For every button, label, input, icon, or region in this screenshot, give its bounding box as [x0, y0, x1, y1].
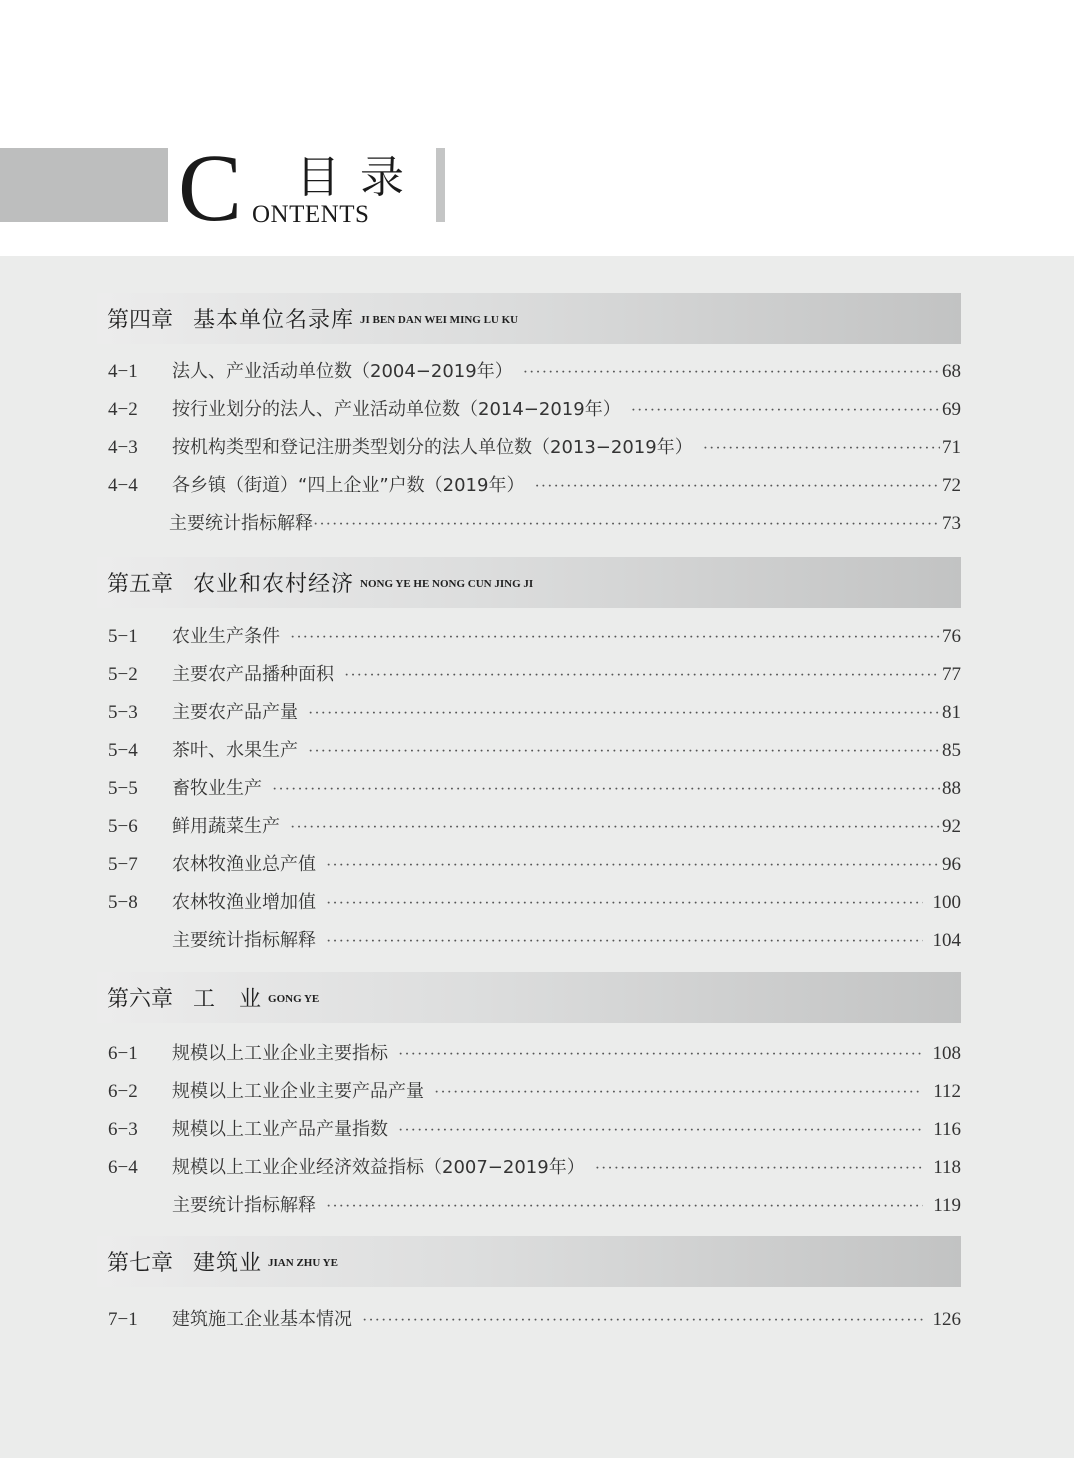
- title-divider: [436, 148, 445, 222]
- entry-title: 按行业划分的法人、产业活动单位数（2014−2019年）: [172, 399, 621, 420]
- dot-leader: [326, 929, 923, 955]
- toc-entry[interactable]: [108, 1041, 961, 1067]
- toc-entry[interactable]: [108, 1193, 961, 1219]
- dot-leader: [362, 1308, 923, 1334]
- toc-entry[interactable]: [108, 738, 961, 764]
- dot-leader: [398, 1118, 923, 1144]
- dot-leader: [703, 436, 940, 462]
- dot-leader: [290, 815, 940, 841]
- entry-title: 茶叶、水果生产: [172, 740, 298, 761]
- entry-title: 法人、产业活动单位数（2004−2019年）: [172, 361, 513, 382]
- entry-title: 主要统计指标解释: [172, 1195, 316, 1216]
- toc-entry[interactable]: [108, 890, 961, 916]
- entry-number: 5−1: [108, 626, 138, 647]
- contents-title-en: ONTENTS: [252, 201, 370, 228]
- entry-page: 96: [942, 854, 961, 875]
- dot-leader: [272, 777, 940, 803]
- entry-page: 69: [942, 399, 961, 420]
- entry-number: 5−8: [108, 892, 138, 913]
- entry-page: 73: [942, 513, 961, 534]
- toc-entry[interactable]: [108, 700, 961, 726]
- chapter-header: [97, 557, 961, 608]
- header-gray-bar: [0, 148, 168, 222]
- entry-title: 规模以上工业企业主要指标: [172, 1043, 388, 1064]
- toc-entry[interactable]: [108, 814, 961, 840]
- toc-entry[interactable]: [108, 1307, 961, 1333]
- dot-leader: [326, 853, 940, 879]
- toc-entry[interactable]: [108, 1155, 961, 1181]
- entry-page: 108: [932, 1043, 961, 1064]
- entry-title: 主要农产品产量: [172, 702, 298, 723]
- entry-number: 5−2: [108, 664, 138, 685]
- entry-number: 6−1: [108, 1043, 138, 1064]
- entry-title: 鲜用蔬菜生产: [172, 816, 280, 837]
- dot-leader: [631, 398, 940, 424]
- entry-number: 5−7: [108, 854, 138, 875]
- page-header: [0, 0, 1074, 256]
- chapter-title: 工 业: [193, 987, 263, 1012]
- chapter-title-pinyin: JIAN ZHU YE: [268, 1256, 338, 1269]
- chapter-header: [97, 1236, 961, 1287]
- entry-number: 4−3: [108, 437, 138, 458]
- chapter-title: 农业和农村经济: [193, 572, 355, 597]
- toc-entry[interactable]: [108, 776, 961, 802]
- toc-entry[interactable]: [108, 473, 961, 499]
- entry-page: 85: [942, 740, 961, 761]
- entry-page: 126: [932, 1309, 961, 1330]
- entry-number: 6−4: [108, 1157, 138, 1178]
- entry-number: 6−3: [108, 1119, 138, 1140]
- toc-entry[interactable]: [108, 511, 961, 537]
- entry-number: 6−2: [108, 1081, 138, 1102]
- dot-leader: [290, 625, 940, 651]
- toc-entry[interactable]: [108, 1117, 961, 1143]
- toc-entry[interactable]: [108, 397, 961, 423]
- entry-page: 92: [942, 816, 961, 837]
- toc-entry[interactable]: [108, 359, 961, 385]
- chapter-header: [97, 972, 961, 1023]
- entry-number: 5−4: [108, 740, 138, 761]
- entry-number: 5−3: [108, 702, 138, 723]
- chapter-title: 建筑业: [193, 1251, 263, 1276]
- entry-title: 主要统计指标解释: [169, 513, 313, 534]
- dot-leader: [534, 474, 940, 500]
- entry-title: 农林牧渔业增加值: [172, 892, 316, 913]
- entry-title: 各乡镇（街道）“四上企业”户数（2019年）: [172, 475, 525, 496]
- dot-leader: [313, 512, 940, 538]
- dot-leader: [344, 663, 940, 689]
- dot-leader: [523, 360, 940, 386]
- chapter-title: 基本单位名录库: [193, 308, 355, 333]
- dot-leader: [398, 1042, 923, 1068]
- entry-page: 116: [933, 1119, 961, 1140]
- entry-page: 68: [942, 361, 961, 382]
- entry-number: 7−1: [108, 1309, 138, 1330]
- entry-page: 100: [932, 892, 961, 913]
- entry-number: 5−5: [108, 778, 138, 799]
- entry-title: 规模以上工业产品产量指数: [172, 1119, 388, 1140]
- toc-entry[interactable]: [108, 624, 961, 650]
- dot-leader: [434, 1080, 923, 1106]
- entry-number: 4−2: [108, 399, 138, 420]
- entry-title: 农业生产条件: [172, 626, 280, 647]
- chapter-header: [97, 293, 961, 344]
- entry-title: 主要统计指标解释: [172, 930, 316, 951]
- entry-title: 规模以上工业企业主要产品产量: [172, 1081, 424, 1102]
- entry-title: 畜牧业生产: [172, 778, 262, 799]
- entry-number: 4−1: [108, 361, 138, 382]
- chapter-title-pinyin: GONG YE: [268, 992, 320, 1005]
- toc-entry[interactable]: [108, 852, 961, 878]
- entry-page: 88: [942, 778, 961, 799]
- dot-leader: [308, 739, 940, 765]
- entry-title: 农林牧渔业总产值: [172, 854, 316, 875]
- toc-entry[interactable]: [108, 928, 961, 954]
- entry-number: 5−6: [108, 816, 138, 837]
- toc-entry[interactable]: [108, 1079, 961, 1105]
- entry-page: 104: [932, 930, 961, 951]
- dot-leader: [308, 701, 940, 727]
- entry-title: 主要农产品播种面积: [172, 664, 334, 685]
- contents-big-letter: C: [178, 134, 243, 241]
- entry-title: 建筑施工企业基本情况: [172, 1309, 352, 1330]
- chapter-number: 第四章: [107, 308, 174, 333]
- dot-leader: [326, 891, 923, 917]
- entry-title: 按机构类型和登记注册类型划分的法人单位数（2013−2019年）: [172, 437, 693, 458]
- entry-page: 112: [933, 1081, 961, 1102]
- chapter-number: 第七章: [107, 1251, 174, 1276]
- entry-title: 规模以上工业企业经济效益指标（2007−2019年）: [172, 1157, 585, 1178]
- entry-page: 71: [942, 437, 961, 458]
- entry-page: 72: [942, 475, 961, 496]
- dot-leader: [326, 1194, 923, 1220]
- toc-entry[interactable]: [108, 662, 961, 688]
- entry-page: 76: [942, 626, 961, 647]
- chapter-number: 第五章: [107, 572, 174, 597]
- contents-title-cn: 目录: [296, 152, 424, 203]
- entry-page: 81: [942, 702, 961, 723]
- chapter-title-pinyin: NONG YE HE NONG CUN JING JI: [360, 577, 534, 590]
- chapter-title-pinyin: JI BEN DAN WEI MING LU KU: [360, 313, 519, 326]
- contents-title: [178, 134, 428, 241]
- entry-number: 4−4: [108, 475, 138, 496]
- dot-leader: [595, 1156, 924, 1182]
- entry-page: 119: [933, 1195, 961, 1216]
- entry-page: 118: [933, 1157, 961, 1178]
- entry-page: 77: [942, 664, 961, 685]
- toc-entry[interactable]: [108, 435, 961, 461]
- chapter-number: 第六章: [107, 987, 174, 1012]
